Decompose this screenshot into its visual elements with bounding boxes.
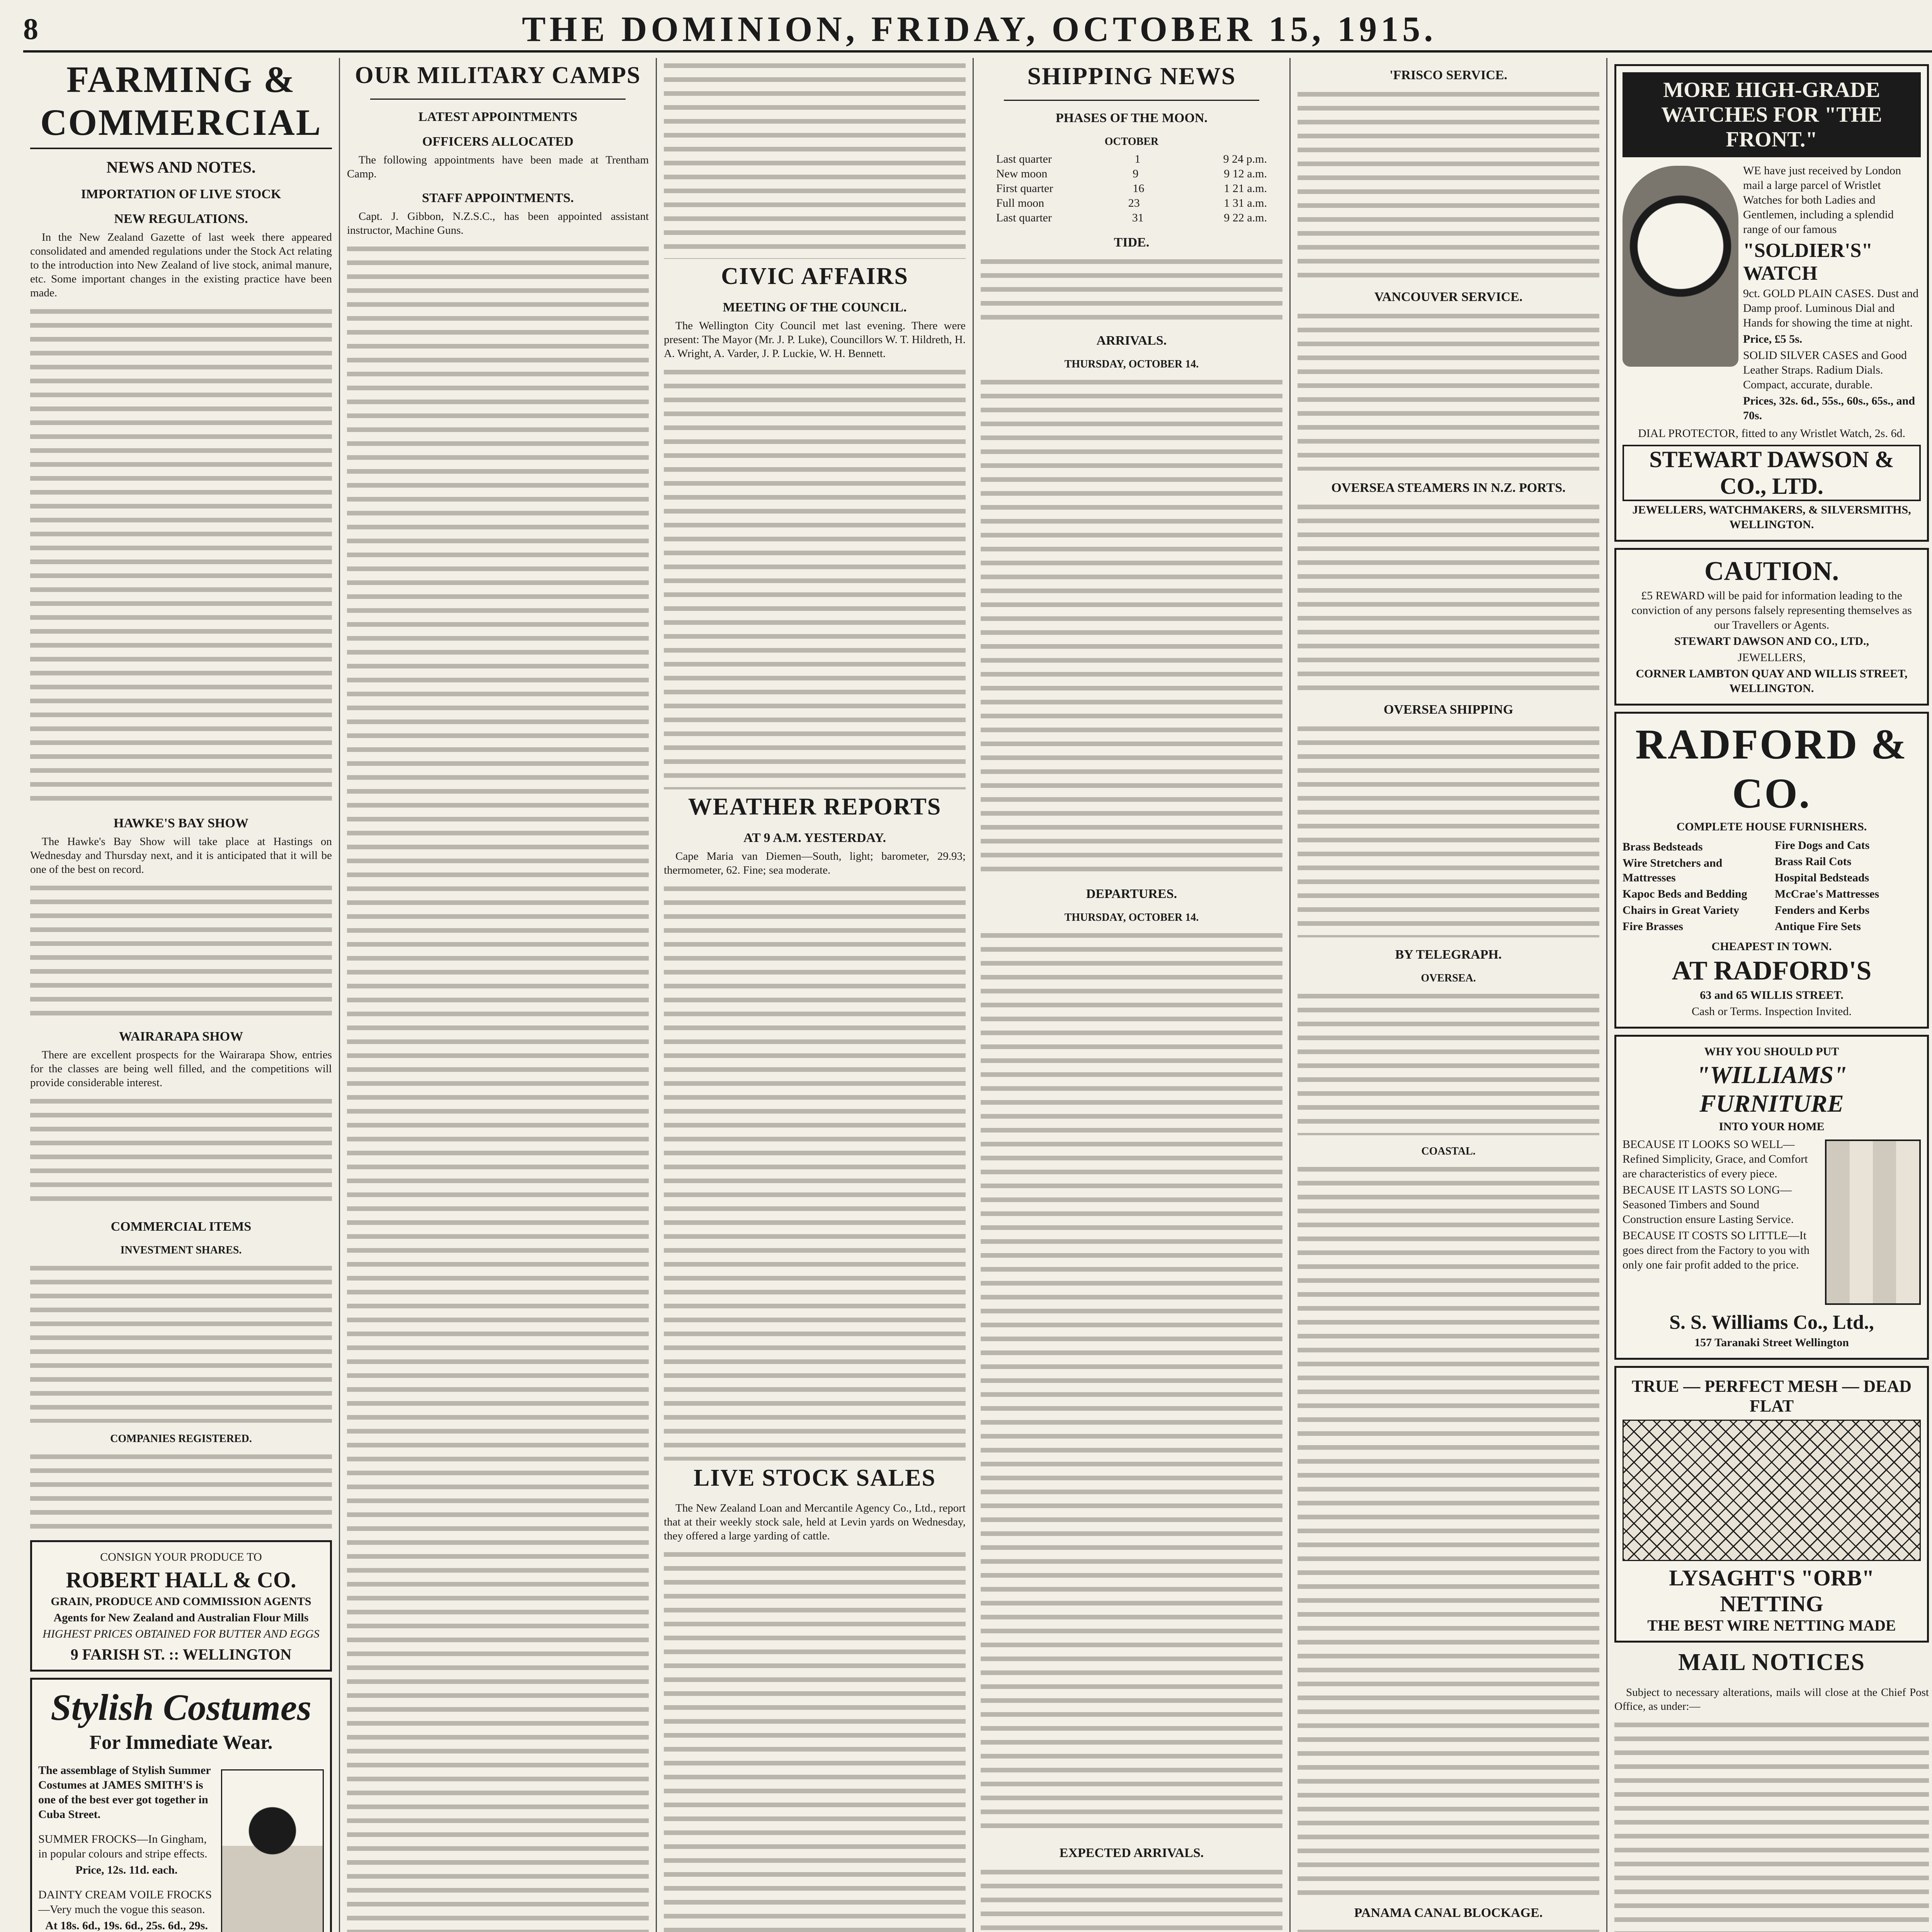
article-subheading: LATEST APPOINTMENTS xyxy=(418,110,578,124)
ad-lysaght-netting: TRUE — PERFECT MESH — DEAD FLAT LYSAGHT'S "ORB" NETTING THE BEST WIRE NETTING MADE xyxy=(1614,1366,1929,1643)
radford-item: Kapoc Beds and Bedding xyxy=(1622,888,1747,900)
article-subheading: STAFF APPOINTMENTS. xyxy=(422,191,574,205)
tide-table xyxy=(981,254,1282,323)
weather-list xyxy=(664,881,966,1461)
column-ads xyxy=(1607,58,1932,1932)
article-subheading: AT 9 A.M. YESTERDAY. xyxy=(743,831,886,845)
mail-list xyxy=(1614,1717,1929,1932)
article-heading: LIVE STOCK SALES xyxy=(694,1465,936,1491)
moon-day: 1 xyxy=(1134,153,1141,165)
moon-month: OCTOBER xyxy=(1104,136,1159,148)
watch-illustration xyxy=(1622,166,1738,367)
moon-heading: PHASES OF THE MOON. xyxy=(1056,111,1208,125)
radford-item-list xyxy=(1622,838,1921,935)
oversea-subheading: OVERSEA. xyxy=(1421,972,1476,984)
ad-item-price: Price, 12s. 11d. each. xyxy=(75,1864,178,1876)
article-continuation xyxy=(1298,87,1599,280)
moon-phase: New moon xyxy=(996,167,1048,180)
ad-item-price: At 18s. 6d., 19s. 6d., 25s. 6d., 29s. xyxy=(45,1919,208,1932)
article-body: The New Zealand Loan and Mercantile Agency Co., Ltd., report that at their weekly stock sale, held at Levin yards on Wednesday, they offered a large yarding of cattle. xyxy=(664,1502,966,1542)
ad-james-smith: Stylish Costumes For Immediate Wear. The assemblage of Stylish Summer Costumes at JAMES SMITH'S is one of the best ever got together in Cuba Street. SUMMER FROCKS—In Gingham, in popular colours and stripe effects. Price, 12s. 11d. each. DAINTY CREAM VOILE FROCKS—Very much the vogue this season. At 18s. 6d., 19s. 6d., 25s. 6d., 29s. xyxy=(30,1678,332,1932)
radford-item: Hospital Bedsteads xyxy=(1775,871,1869,884)
article-continuation xyxy=(664,1547,966,1932)
article-continuation xyxy=(664,364,966,789)
moon-day: 31 xyxy=(1132,211,1144,224)
section-title-farming: FARMING & COMMERCIAL xyxy=(30,58,332,149)
lady-illustration xyxy=(221,1769,324,1932)
moon-phase: Full moon xyxy=(996,197,1044,209)
article-subheading: MEETING OF THE COUNCIL. xyxy=(723,300,907,315)
moon-row xyxy=(981,152,1282,167)
radford-item: Fire Brasses xyxy=(1622,920,1683,933)
companies-list xyxy=(30,1449,332,1534)
article-heading: WEATHER REPORTS xyxy=(688,794,942,820)
moon-table xyxy=(981,152,1282,225)
article-continuation xyxy=(1298,499,1599,692)
moon-phase: First quarter xyxy=(996,182,1053,195)
article-continuation xyxy=(1298,988,1599,1135)
moon-row xyxy=(981,181,1282,196)
news-notes-heading: NEWS AND NOTES. xyxy=(106,159,256,177)
article-continuation xyxy=(30,880,332,1019)
arrivals-list xyxy=(981,374,1282,877)
oversea-heading: OVERSEA STEAMERS IN N.Z. PORTS. xyxy=(1331,481,1566,495)
mail-body: Subject to necessary alterations, mails will close at the Chief Post Office, as under:— xyxy=(1614,1686,1929,1713)
ad-subhead: For Immediate Wear. xyxy=(89,1731,273,1753)
ad-williams-furniture: WHY YOU SHOULD PUT "WILLIAMS" FURNITURE INTO YOUR HOME BECAUSE IT LOOKS SO WELL—Refined Simplicity, Grace, and Comfort are characteristics of every piece. BECAUSE IT LASTS SO LONG—Seasoned Timbers and Sound Construction ensure Lasting Service. BECAUSE IT COSTS SO LITTLE—It goes direct from the Factory to you with only one fair profit added to the price. S. S. Williams Co., Ltd., 157 Taranaki Street Wellington xyxy=(1614,1035,1929,1360)
moon-day: 16 xyxy=(1133,182,1145,195)
departures-date: THURSDAY, OCTOBER 14. xyxy=(1064,912,1199,923)
moon-time: 1 31 a.m. xyxy=(1224,197,1267,209)
article-continuation xyxy=(664,58,966,259)
moon-time: 9 22 a.m. xyxy=(1224,211,1267,224)
radford-item: Wire Stretchers and Mattresses xyxy=(1622,857,1723,884)
article-subheading: INVESTMENT SHARES. xyxy=(120,1244,242,1256)
column-farming xyxy=(23,58,340,1932)
share-list xyxy=(30,1260,332,1423)
moon-day: 23 xyxy=(1128,197,1140,209)
article-heading: IMPORTATION OF LIVE STOCK xyxy=(81,187,281,201)
article-body: The following appointments have been made at Trentham Camp. xyxy=(347,154,649,180)
arrivals-heading: ARRIVALS. xyxy=(1096,333,1167,348)
radford-item: Antique Fire Sets xyxy=(1775,920,1861,933)
article-continuation xyxy=(30,1094,332,1209)
article-body: In the New Zealand Gazette of last week there appeared consolidated and amended regulations under the Stock Act relating to the introduction into New Zealand of live stock, animal manure, etc. Some important changes in the existing practice have been made. xyxy=(30,231,332,299)
radford-item: Chairs in Great Variety xyxy=(1622,904,1739,917)
moon-phase: Last quarter xyxy=(996,153,1052,165)
ad-caution: CAUTION. £5 REWARD will be paid for information leading to the conviction of any persons falsely representing themselves as our Travellers or Agents. STEWART DAWSON AND CO., LTD., JEWELLERS, CORNER LAMBTON QUAY AND WILLIS STREET, WELLINGTON. xyxy=(1614,548,1929,706)
coastal-list xyxy=(1298,1162,1599,1896)
moon-day: 9 xyxy=(1133,167,1139,180)
moon-row xyxy=(981,211,1282,225)
column-shipping-continued xyxy=(1291,58,1607,1932)
article-continuation xyxy=(347,241,649,1932)
frisco-heading: 'FRISCO SERVICE. xyxy=(1389,68,1507,82)
moon-time: 9 24 p.m. xyxy=(1223,153,1267,165)
masthead xyxy=(23,8,1932,53)
moon-phase: Last quarter xyxy=(996,211,1052,224)
ad-robert-hall: CONSIGN YOUR PRODUCE TO ROBERT HALL & CO. GRAIN, PRODUCE AND COMMISSION AGENTS Agents for New Zealand and Australian Flour Mills HIGHEST PRICES OBTAINED FOR BUTTER AND EGGS 9 FARISH ST. :: WELLINGTON xyxy=(30,1540,332,1672)
radford-item: Fire Dogs and Cats xyxy=(1775,839,1870,852)
ad-item-name: DAINTY CREAM VOILE FROCKS—Very much the vogue this season. xyxy=(38,1888,212,1916)
article-subheading: NEW REGULATIONS. xyxy=(114,212,248,226)
arrivals-date: THURSDAY, OCTOBER 14. xyxy=(1064,358,1199,370)
netting-illustration xyxy=(1622,1420,1921,1561)
radford-item: Brass Bedsteads xyxy=(1622,840,1703,853)
expected-heading: EXPECTED ARRIVALS. xyxy=(1059,1846,1204,1860)
ad-headline: Stylish Costumes xyxy=(51,1687,311,1728)
moon-time: 1 21 a.m. xyxy=(1224,182,1267,195)
departures-heading: DEPARTURES. xyxy=(1086,887,1177,901)
column-civic xyxy=(657,58,974,1932)
article-body: Cape Maria van Diemen—South, light; barometer, 29.93; thermometer, 62. Fine; sea moderate. xyxy=(664,850,966,876)
column-shipping xyxy=(974,58,1291,1932)
ad-radford: RADFORD & CO. COMPLETE HOUSE FURNISHERS. Brass Bedsteads Wire Stretchers and Mattresses Kapoc Beds and Bedding Chairs in Great Variety Fire Brasses Fire Dogs and Cats Brass Rail Cots Hospital Bedsteads McCrae's Mattresses Fenders and Kerbs Antique Fire Sets CHEAPEST IN TOWN. AT RADFORD'S 63 and 65 WILLIS STREET. Cash or Terms. Inspection Invited. xyxy=(1614,712,1929,1029)
article-heading: HAWKE'S BAY SHOW xyxy=(114,816,248,830)
oversea-shipping-heading: OVERSEA SHIPPING xyxy=(1383,702,1514,717)
radford-item: McCrae's Mattresses xyxy=(1775,888,1879,900)
article-heading: WAIRARAPA SHOW xyxy=(119,1029,243,1044)
expected-list xyxy=(981,1864,1282,1932)
paper-title: THE DOMINION, FRIDAY, OCTOBER 15, 1915. xyxy=(522,9,1437,49)
article-body: The Wellington City Council met last evening. There were present: The Mayor (Mr. J. P. Luke), Councillors W. T. Hildreth, H. A. Wright, A. Varder, J. P. Luckie, W. H. Bennett. xyxy=(664,320,966,360)
article-subheading: OFFICERS ALLOCATED xyxy=(422,134,574,149)
article-subheading: COMPANIES REGISTERED. xyxy=(110,1433,252,1445)
radford-item: Fenders and Kerbs xyxy=(1775,904,1870,917)
page-number: 8 xyxy=(23,12,38,46)
departures-list xyxy=(981,928,1282,1836)
ad-item-name: SUMMER FROCKS—In Gingham, in popular colours and stripe effects. xyxy=(38,1833,207,1860)
telegraph-heading: BY TELEGRAPH. xyxy=(1395,947,1502,962)
section-title-shipping: SHIPPING NEWS xyxy=(1027,62,1236,90)
article-body: The Hawke's Bay Show will take place at Hastings on Wednesday and Thursday next, and it is anticipated that it will be one of the best on record. xyxy=(30,835,332,876)
article-heading: OUR MILITARY CAMPS xyxy=(355,62,641,88)
ad-stewart-dawson-watches: MORE HIGH-GRADE WATCHES FOR "THE FRONT." WE have just received by London mail a large parcel of Wristlet Watches for both Ladies and Gentlemen, including a splendid range of our famous "SOLDIER'S" WATCH 9ct. GOLD PLAIN CASES. Dust and Damp proof. Luminous Dial and Hands for showing the time at night. Price, £5 5s. SOLID SILVER CASES and Good Leather Straps. Radium Dials. Compact, accurate, durable. Prices, 32s. 6d., 55s., 60s., 65s., and 70s. DIAL PROTECTOR, fitted to any Wristlet Watch, 2s. 6d. STEWART DAWSON & CO., LTD. JEWELLERS, WATCHMAKERS, & SILVERSMITHS, WELLINGTON. xyxy=(1614,64,1929,542)
vancouver-heading: VANCOUVER SERVICE. xyxy=(1374,290,1523,304)
mail-heading: MAIL NOTICES xyxy=(1678,1649,1865,1675)
moon-row xyxy=(981,167,1282,181)
tide-heading: TIDE. xyxy=(1114,235,1150,250)
panama-heading: PANAMA CANAL BLOCKAGE. xyxy=(1354,1906,1543,1920)
article-continuation xyxy=(1298,1924,1599,1932)
article-continuation xyxy=(1298,308,1599,471)
article-body: Capt. J. Gibbon, N.Z.S.C., has been appointed assistant instructor, Machine Guns. xyxy=(347,210,649,236)
article-heading: COMMERCIAL ITEMS xyxy=(111,1219,252,1234)
oversea-table xyxy=(1298,721,1599,937)
article-continuation xyxy=(30,304,332,806)
moon-row xyxy=(981,196,1282,211)
moon-time: 9 12 a.m. xyxy=(1224,167,1267,180)
coastal-subheading: COASTAL. xyxy=(1421,1145,1476,1157)
column-military xyxy=(340,58,657,1932)
article-heading: CIVIC AFFAIRS xyxy=(721,263,908,289)
radford-item: Brass Rail Cots xyxy=(1775,855,1852,868)
article-body: There are excellent prospects for the Wairarapa Show, entries for the classes are being well filled, and the competitions will provide considerable interest. xyxy=(30,1049,332,1089)
cabinet-illustration xyxy=(1825,1139,1921,1305)
ad-item-list xyxy=(38,1832,215,1932)
